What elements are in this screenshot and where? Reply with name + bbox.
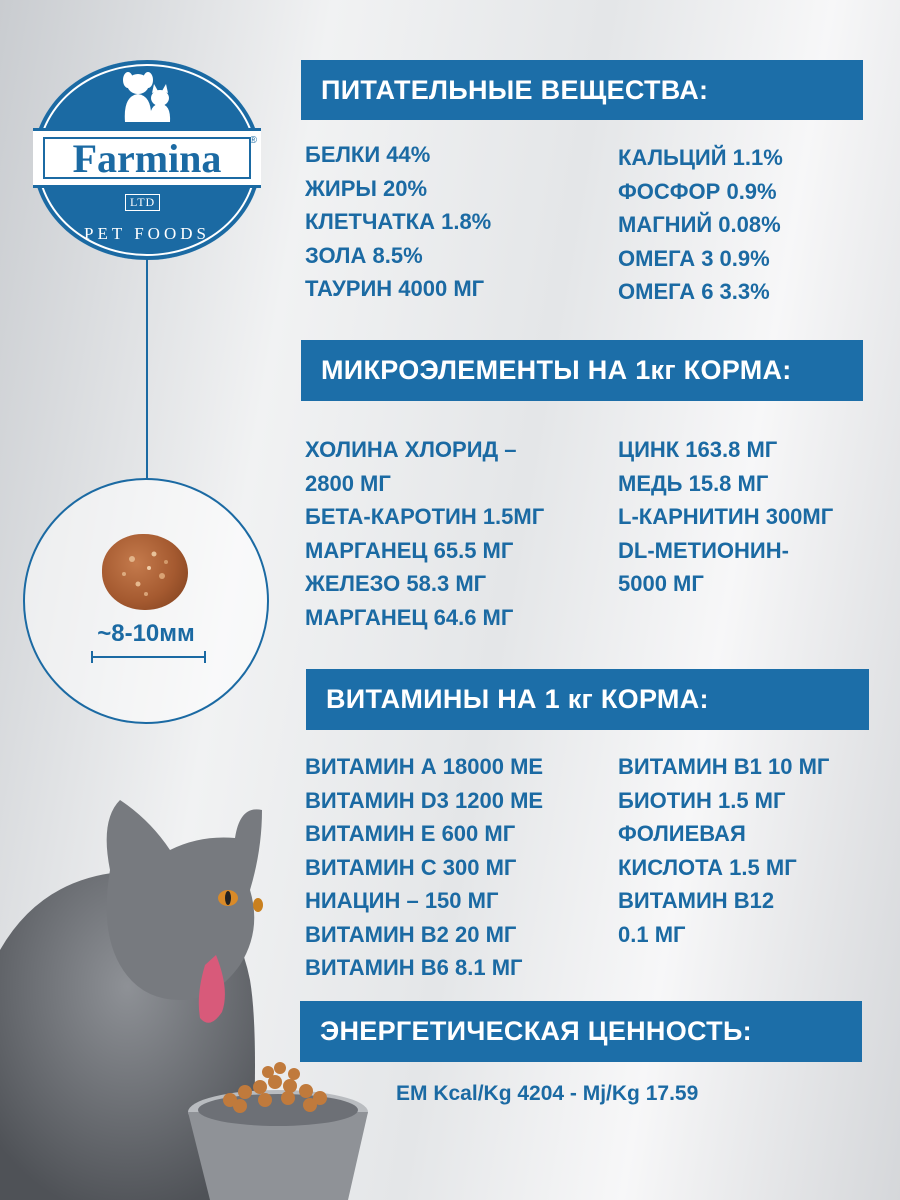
list-item: L-КАРНИТИН 300МГ [618, 504, 834, 529]
list-item: ВИТАМИН В2 20 МГ [305, 921, 517, 947]
list-item: ОМЕГА 6 3.3% [618, 279, 770, 304]
micro-left-list [305, 433, 544, 634]
list-item: БЕТА-КАРОТИН 1.5МГ [305, 504, 545, 529]
kibble-image [102, 534, 188, 610]
list-item: НИАЦИН – 150 МГ [305, 888, 499, 913]
list-item: БЕЛКИ 44% [305, 142, 431, 167]
list-item: ВИТАМИН А 18000 МЕ [305, 754, 544, 779]
nutrients-banner [301, 60, 863, 120]
list-item: 0.1 МГ [618, 921, 686, 947]
energy-value: EM Kcal/Kg 4204 - Mj/Kg 17.59 [396, 1082, 699, 1105]
energy-title: ЭНЕРГЕТИЧЕСКАЯ ЦЕННОСТЬ: [320, 1016, 752, 1046]
energy-banner [300, 1001, 862, 1062]
list-item: ЗОЛА 8.5% [305, 242, 423, 268]
list-item: КЛЕТЧАТКА 1.8% [305, 209, 492, 234]
list-item: МАГНИЙ 0.08% [618, 212, 781, 237]
micro-banner [301, 340, 863, 401]
brand-name: Farmina [72, 135, 222, 181]
micro-title: МИКРОЭЛЕМЕНТЫ НА 1кг КОРМА: [321, 355, 792, 385]
list-item: ЖЕЛЕЗО 58.3 МГ [305, 571, 487, 596]
farmina-logo [33, 60, 261, 260]
list-item: 2800 МГ [305, 470, 391, 496]
kibble-size-label: ~8-10мм [97, 620, 195, 647]
vitamins-left-list [305, 750, 543, 985]
list-item: ВИТАМИН В6 8.1 МГ [305, 955, 523, 980]
list-item: МАРГАНЕЦ 65.5 МГ [305, 537, 514, 563]
micro-right-list [618, 433, 833, 601]
list-item: ВИТАМИН В12 [618, 888, 775, 913]
brand-ltd: LTD [125, 194, 160, 211]
list-item: DL-МЕТИОНИН- [618, 537, 789, 563]
list-item: ЖИРЫ 20% [305, 175, 428, 201]
vitamins-title: ВИТАМИНЫ НА 1 кг КОРМА: [326, 684, 709, 714]
list-item: 5000 МГ [618, 571, 704, 596]
list-item: КИСЛОТА 1.5 МГ [618, 854, 797, 880]
nutrients-left-list [305, 138, 491, 306]
brand-tagline: PET FOODS [84, 224, 210, 243]
list-item: ОМЕГА 3 0.9% [618, 245, 770, 271]
list-item: ВИТАМИН D3 1200 МЕ [305, 787, 544, 813]
vitamins-right-list [618, 750, 829, 951]
logo-wordmark [43, 137, 251, 179]
list-item: ВИТАМИН Е 600 МГ [305, 821, 516, 846]
list-item: БИОТИН 1.5 МГ [618, 787, 786, 813]
registered-mark: ® [249, 135, 257, 146]
kibble-circle [23, 478, 269, 724]
logo-band [33, 128, 261, 188]
list-item: МЕДЬ 15.8 МГ [618, 470, 769, 496]
size-dimension-line [91, 656, 206, 658]
list-item: КАЛЬЦИЙ 1.1% [618, 145, 783, 170]
list-item: ВИТАМИН С 300 МГ [305, 854, 517, 880]
list-item: ВИТАМИН В1 10 МГ [618, 754, 830, 779]
list-item: ТАУРИН 4000 МГ [305, 276, 485, 301]
list-item: ХОЛИНА ХЛОРИД – [305, 437, 517, 462]
dog-cat-icon [117, 72, 177, 124]
list-item: ФОЛИЕВАЯ [618, 821, 746, 846]
food-bowl [170, 1060, 380, 1200]
list-item: ФОСФОР 0.9% [618, 178, 777, 204]
vitamins-banner [306, 669, 869, 730]
list-item: ЦИНК 163.8 МГ [618, 437, 778, 462]
nutrients-right-list [618, 141, 783, 309]
nutrients-title: ПИТАТЕЛЬНЫЕ ВЕЩЕСТВА: [321, 74, 709, 105]
connector-line [146, 258, 148, 480]
list-item: МАРГАНЕЦ 64.6 МГ [305, 604, 514, 630]
